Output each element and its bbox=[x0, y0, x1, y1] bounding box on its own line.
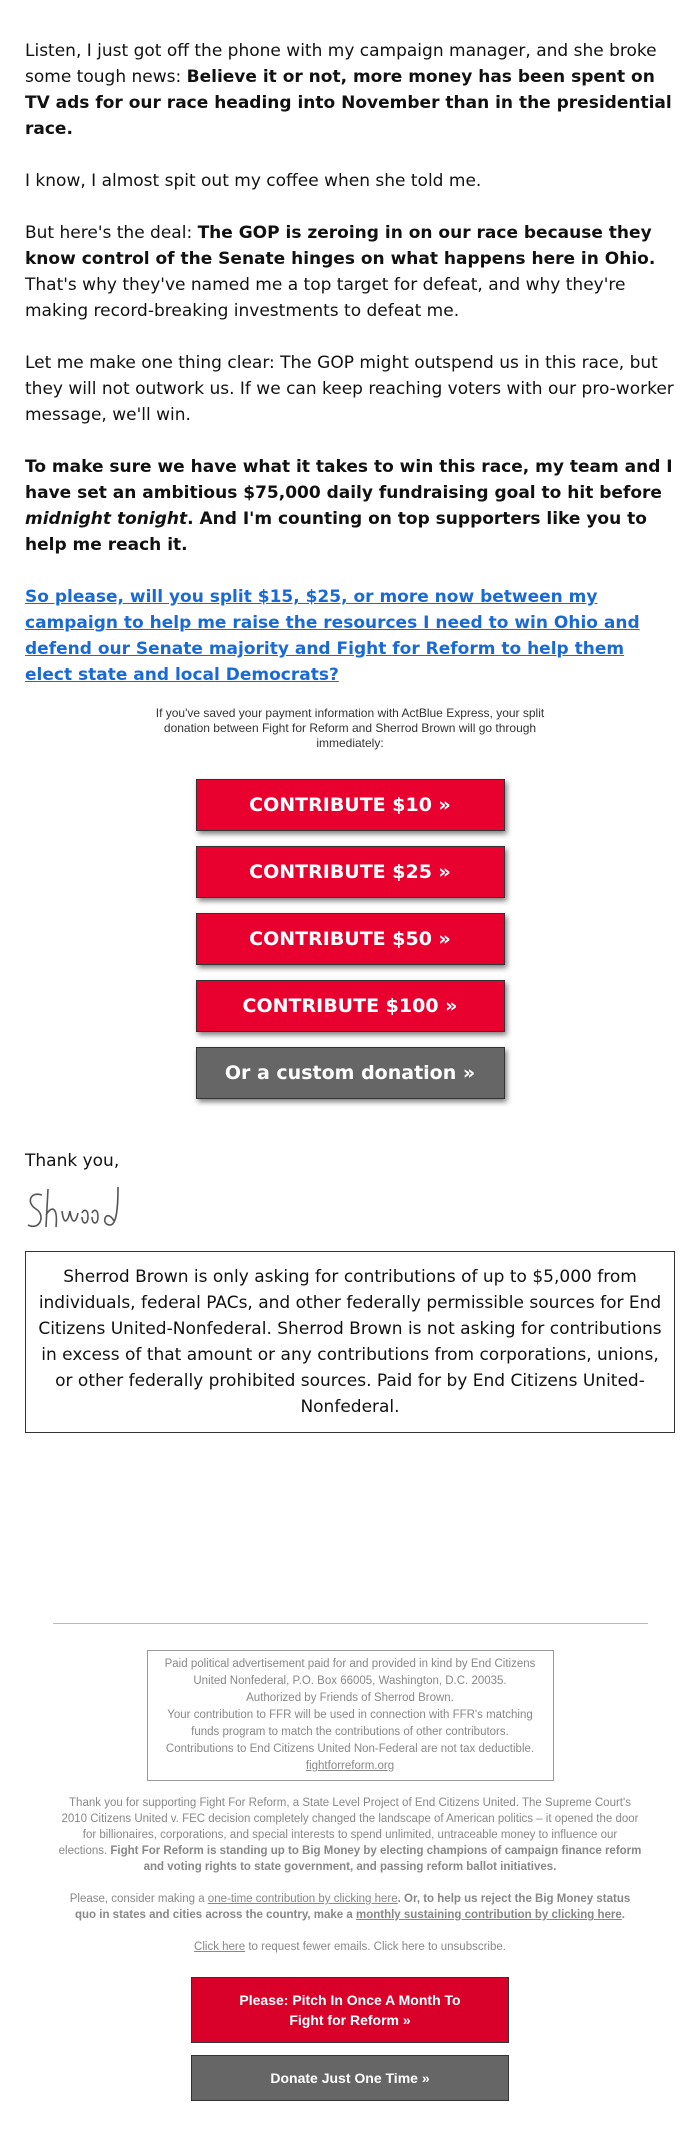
legal-line: Your contribution to FFR will be used in connection with FFR's matching funds program to match the contributions of other contributors. bbox=[167, 1709, 533, 1738]
bold-text: Fight For Reform is standing up to Big Money by electing champions of campaign finance reform and voting rights to state government, and passing reform ballot initiatives. bbox=[110, 1845, 642, 1873]
legal-line: Paid political advertisement paid for and provided in kind by End Citizens United Nonfederal, P.O. Box 66005, Washington, D.C. 20035. bbox=[164, 1658, 536, 1687]
text: Please, consider making a bbox=[69, 1893, 208, 1905]
footer-legal-box bbox=[147, 1650, 554, 1781]
unsubscribe-text[interactable]: to request fewer emails. Click here to unsubscribe. bbox=[245, 1941, 506, 1953]
paragraph-news bbox=[25, 38, 675, 142]
fewer-emails-line bbox=[58, 1939, 642, 1955]
text: . bbox=[621, 1909, 625, 1921]
custom-donation-button[interactable]: Or a custom donation » bbox=[196, 1047, 505, 1099]
contribute-50-button[interactable]: CONTRIBUTE $50 » bbox=[196, 913, 505, 965]
email-body bbox=[25, 38, 675, 688]
monthly-link[interactable]: monthly sustaining contribution by clicking here bbox=[355, 1909, 622, 1921]
disclaimer-box: Sherrod Brown is only asking for contributions of up to $5,000 from individuals, federal PACs, and other federally permissible sources for End Citizens United-Nonfederal. Sherrod Brown is not asking for contributions in excess of that amount or any contributions from corporations, unions, or other federally prohibited sources. Paid for by End Citizens United-Nonfederal. bbox=[25, 1251, 675, 1433]
split-donation-link[interactable]: So please, will you split $15, $25, or more now between my campaign to help me raise the resources I need to win Ohio and defend our Senate majority and Fight for Reform to help them elect state and local Democrats? bbox=[25, 587, 640, 685]
about-paragraph bbox=[58, 1795, 642, 1875]
text: That's why they've named me a top target for defeat, and why they're making record-breaking investments to defeat me. bbox=[25, 275, 626, 321]
bold-text: . Or, to help us reject the Big Money status quo in states and cities across the country, make a bbox=[74, 1893, 631, 1921]
text: Thank you for supporting Fight For Reform, a State Level Project of End Citizens United. The Supreme Court's 2010 Citizens United v. FEC decision completely changed the landscape of American politics – it opened the door for billionaires, corporations, and special interests to spend unlimited, untraceable money to influence our elections. bbox=[58, 1797, 639, 1857]
one-time-donation-button[interactable]: Donate Just One Time » bbox=[191, 2055, 509, 2101]
legal-line: Contributions to End Citizens United Non-Federal are not tax deductible. bbox=[165, 1743, 535, 1755]
bold-text: To make sure we have what it takes to win this race, my team and I have set an ambitious $75,000 daily fundraising goal to hit before bbox=[25, 457, 673, 503]
contribute-100-button[interactable]: CONTRIBUTE $100 » bbox=[196, 980, 505, 1032]
text: But here's the deal: bbox=[25, 223, 198, 243]
paragraph-deal bbox=[25, 220, 675, 324]
donation-buttons bbox=[25, 779, 675, 1099]
fightforreform-link[interactable]: fightforreform.org bbox=[305, 1760, 395, 1772]
signature-image bbox=[22, 1181, 132, 1241]
fewer-emails-link[interactable]: Click here bbox=[194, 1941, 246, 1953]
italic-text: midnight tonight bbox=[25, 509, 188, 529]
paragraph-coffee: I know, I almost spit out my coffee when she told me. bbox=[25, 171, 482, 191]
contribute-25-button[interactable]: CONTRIBUTE $25 » bbox=[196, 846, 505, 898]
paragraph-outwork: Let me make one thing clear: The GOP might outspend us in this race, but they will not outwork us. If we can keep reaching voters with our pro-worker message, we'll win. bbox=[25, 353, 674, 425]
paragraph-goal bbox=[25, 454, 675, 558]
legal-line: Authorized by Friends of Sherrod Brown. bbox=[246, 1692, 454, 1704]
text: Listen, I just got off the phone with my campaign manager, and she broke some tough news: bbox=[25, 41, 657, 87]
monthly-donation-button[interactable]: Please: Pitch In Once A Month To Fight for Reform » bbox=[191, 1977, 509, 2043]
bold-text: Believe it or not, more money has been spent on TV ads for our race heading into November than in the presidential race. bbox=[25, 67, 672, 139]
consider-paragraph bbox=[58, 1891, 642, 1923]
closing: Thank you, bbox=[25, 1151, 120, 1171]
divider bbox=[53, 1623, 648, 1624]
contribute-10-button[interactable]: CONTRIBUTE $10 » bbox=[196, 779, 505, 831]
one-time-link[interactable]: one-time contribution by clicking here bbox=[207, 1893, 398, 1905]
bold-text: The GOP is zeroing in on our race because they know control of the Senate hinges on what happens here in Ohio. bbox=[25, 223, 656, 269]
bold-text: . And I'm counting on top supporters like you to help me reach it. bbox=[25, 509, 647, 555]
express-note: If you've saved your payment information with ActBlue Express, your split donation between Fight for Reform and Sherrod Brown will go through immediately: bbox=[155, 706, 545, 750]
